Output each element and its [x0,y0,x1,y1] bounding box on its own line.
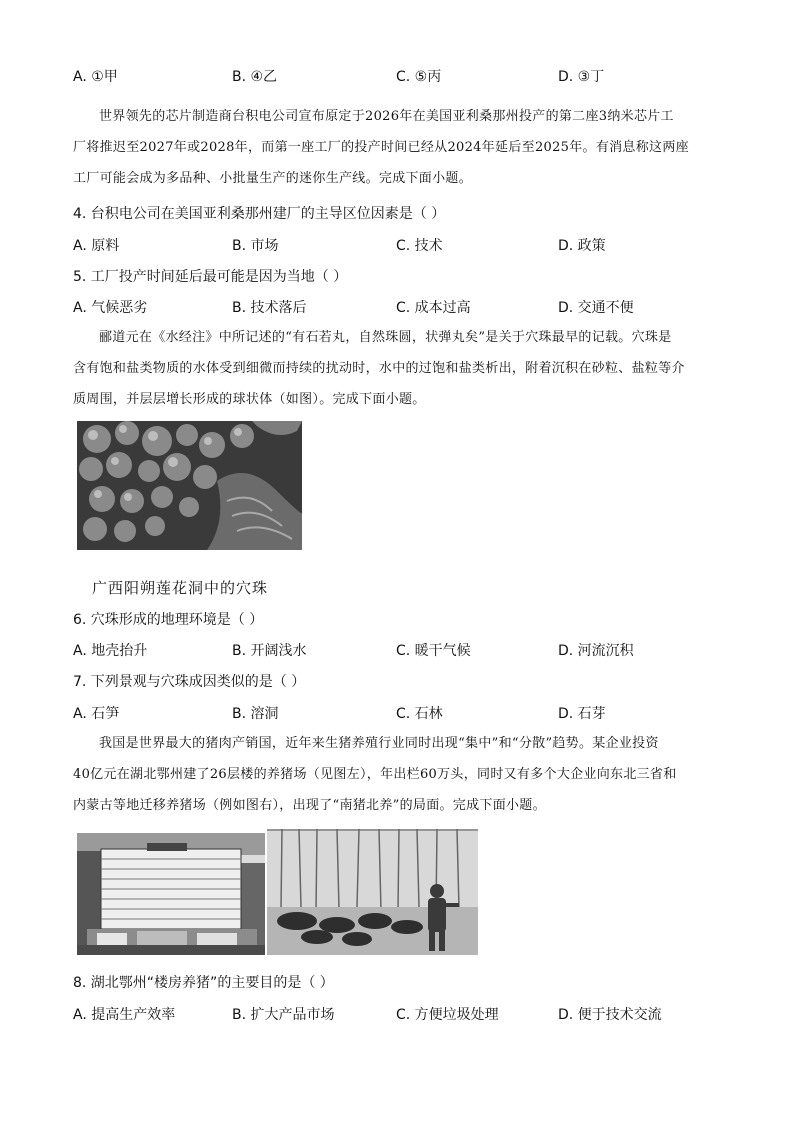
passage-line: 质周围，并层层增长形成的球状体（如图）。完成下面小题。 [73,392,426,407]
cave-pearl-photo [77,421,302,550]
passage-line: 内蒙古等地迁移养猪场（例如图右），出现了“南猪北养”的局面。完成下面小题。 [73,798,546,813]
pig-farm-building-photo [77,833,265,955]
q4-options [73,235,733,255]
q4-option-d: D. 政策 [558,238,606,254]
passage-line: 含有饱和盐类物质的水体受到细微而持续的扰动时，水中的过饱和盐类析出，附着沉积在砂粒、盐粒等介 [73,361,685,376]
passage-pig-farming [73,728,723,821]
q7-option-a: A. 石笋 [73,706,120,722]
pigs-in-forest-photo [267,829,478,955]
q7-options [73,703,733,723]
q5-option-c: C. 成本过高 [396,300,471,316]
q8-stem: 8. 湖北鄂州“楼房养猪”的主要目的是（ ） [73,975,334,991]
q6-option-b: B. 开阔浅水 [232,643,307,659]
q6-option-d: D. 河流沉积 [558,643,634,659]
passage-cave-pearl [73,322,723,415]
q4-option-b: B. 市场 [232,238,279,254]
q5-option-d: D. 交通不便 [558,300,634,316]
q5-option-a: A. 气候恶劣 [73,300,148,316]
q7-stem: 7. 下列景观与穴珠成因类似的是（ ） [73,674,306,690]
q6-options [73,640,733,660]
q8-options [73,1004,733,1024]
passage-line: 40亿元在湖北鄂州建了26层楼的养猪场（见图左），年出栏60万头，同时又有多个大企业向东北三省和 [73,767,677,782]
q8-option-d: D. 便于技术交流 [558,1007,662,1023]
q6-option-a: A. 地壳抬升 [73,643,148,659]
q6-option-c: C. 暖干气候 [396,643,471,659]
q7-option-b: B. 溶洞 [232,706,279,722]
q5-stem: 5. 工厂投产时间延后最可能是因为当地（ ） [73,269,348,285]
passage-line: 厂将推迟至2027年或2028年，而第一座工厂的投产时间已经从2024年延后至2025年。有消息称这两座 [73,140,689,155]
passage-line: 工厂可能会成为多品种、小批量生产的迷你生产线。完成下面小题。 [73,171,473,186]
q8-option-b: B. 扩大产品市场 [232,1007,335,1023]
q6-stem: 6. 穴珠形成的地理环境是（ ） [73,612,264,628]
q3-option-b: B. ④乙 [232,69,278,85]
passage-chip-factory [73,101,723,194]
q3-option-d: D. ③丁 [558,69,605,85]
q4-option-a: A. 原料 [73,238,120,254]
passage-line: 世界领先的芯片制造商台积电公司宣布原定于2026年在美国亚利桑那州投产的第二座3纳米芯片工 [99,109,674,124]
q7-option-d: D. 石芽 [558,706,606,722]
q8-option-a: A. 提高生产效率 [73,1007,176,1023]
q7-option-c: C. 石林 [396,706,443,722]
q8-option-c: C. 方便垃圾处理 [396,1007,499,1023]
q4-option-c: C. 技术 [396,238,443,254]
q5-options [73,297,733,317]
q4-stem: 4. 台积电公司在美国亚利桑那州建厂的主导区位因素是（ ） [73,206,446,222]
q3-options [73,66,733,86]
passage-line: 我国是世界最大的猪肉产销国，近年来生猪养殖行业同时出现“集中”和“分散”趋势。某企业投资 [99,736,659,751]
photo1-caption: 广西阳朔莲花洞中的穴珠 [92,579,269,597]
passage-line: 郦道元在《水经注》中所记述的“有石若丸，自然珠圆，状弹丸矣”是关于穴珠最早的记载。穴珠是 [99,330,672,345]
q5-option-b: B. 技术落后 [232,300,307,316]
q3-option-c: C. ⑤丙 [396,69,442,85]
q3-option-a: A. ①甲 [73,69,118,85]
